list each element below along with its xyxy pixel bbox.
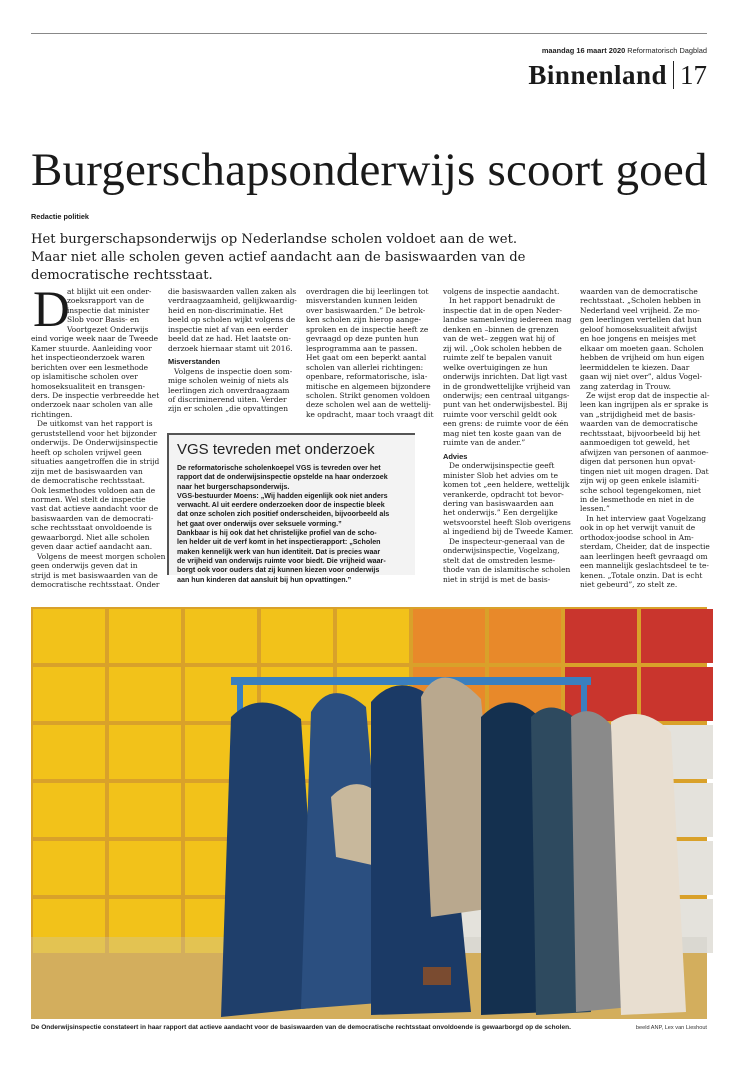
sidebar-line: Dankbaar is hij ook dat het christelijke profiel van de scho-: [177, 529, 377, 538]
locker-door: [641, 667, 713, 721]
body-line: In het rapport benadrukt de: [449, 296, 556, 306]
sidebar-line: De reformatorische scholenkoepel VGS is tevreden over het: [177, 464, 381, 472]
body-line: heid en non-discriminatie. Het: [168, 305, 283, 315]
body-line: Het gaat om een beperkt aantal: [306, 353, 427, 363]
issue-date: maandag 16 maart 2020: [541, 46, 626, 55]
body-line: niet gebeurd”, zo stelt ze.: [580, 580, 678, 590]
locker-door: [109, 725, 181, 779]
locker-door: [261, 609, 333, 663]
body-line: rechtsstaat, bijvoorbeeld bij het: [580, 428, 701, 438]
body-line: orthodox-joodse school in Am-: [580, 532, 694, 542]
body-line: scholen. Strikt genomen voldoen: [306, 390, 430, 400]
body-line: zang zaterdag in Trouw.: [580, 381, 672, 391]
body-line: geen onderwijs geven dat in: [31, 561, 138, 571]
body-column-5: [580, 287, 710, 590]
body-line: Nederland veel vrijheid. Ze mo-: [580, 305, 700, 315]
body-line: zijn wij op geen enkele islamiti-: [580, 476, 700, 486]
body-line: Ze wijst erop dat de inspectie al-: [586, 390, 710, 400]
body-line: overdragen die bij leerlingen tot: [306, 287, 429, 296]
locker-door: [109, 783, 181, 837]
body-line: ruimte van de ander.”: [443, 438, 526, 448]
sidebar-line: de vrijheid van onderwijs ruimte voor biedt. Die vrijheid waar-: [177, 556, 386, 565]
body-line: zij wil. „Ook scholen hebben de: [443, 343, 562, 353]
sidebar-line: VGS-bestuurder Moens: „Wij hadden eigenlijk ook niet anders: [177, 491, 388, 500]
body-line: Volgens de inspectie doen som-: [174, 366, 293, 376]
sidebar-line: borgt ook voor ouders dat zij kunnen kiezen voor onderwijs: [177, 566, 380, 575]
body-column-4: [443, 287, 574, 584]
body-line: Voortgezet Onderwijs: [67, 324, 149, 334]
body-line: inspectie dat in de open Neder-: [443, 305, 562, 315]
body-line: al ingediend bij de Tweede Kamer.: [443, 527, 574, 537]
body-line: ruimte zelf te bepalen vanuit: [443, 353, 552, 363]
locker-door: [109, 841, 181, 895]
body-line: De inspecteur-generaal van de: [449, 536, 565, 546]
body-line: hebben de vrijheid om hun eigen: [580, 353, 705, 363]
body-line: minister Slob het advies om te: [443, 470, 558, 480]
body-line: geruststellend voor het bijzonder: [31, 428, 157, 438]
locker-door: [33, 841, 105, 895]
sidebar-line: dat onze scholen zich positief onderscheiden, bijvoorbeeld als: [177, 510, 390, 519]
body-line: waarden van de democratische: [580, 419, 698, 429]
body-line: punt van het onderwijsbestel. Bij: [443, 400, 568, 410]
body-line: stelt dat de omstreden lesme-: [443, 555, 556, 565]
body-line: onderwijs inrichten. Dat ligt vast: [443, 372, 568, 382]
body-line: misverstanden kunnen leiden: [306, 296, 418, 306]
body-line: elkaar om moeten gaan. Scholen: [580, 343, 704, 353]
body-line: situaties aangetroffen die in strijd: [31, 457, 160, 467]
body-line: landse samenleving iedereen mag: [443, 315, 572, 325]
body-line: leen kan ingrijpen als er sprake is: [580, 400, 709, 410]
body-line: berichten over een lesmethode: [31, 362, 149, 372]
body-line: welke overtuigingen ze hun: [443, 362, 548, 372]
body-line: leermiddelen te kiezen. Daar: [580, 362, 690, 372]
body-line: normen. Wel stelt de inspectie: [31, 494, 146, 504]
body-line: sterdam, Cheider, dat de inspectie: [580, 542, 710, 552]
body-line: tingen niet uit mogen dragen. Dat: [580, 466, 709, 476]
subheading: Misverstanden: [168, 357, 221, 367]
body-line: beeld dat ze had. Het laatste on-: [168, 334, 291, 344]
body-line: Kamer stuurde. Aanleiding voor: [31, 343, 152, 353]
body-line: van „strijdigheid met de basis-: [580, 409, 696, 419]
body-line: scholen van allerlei richtingen:: [306, 362, 424, 372]
body-line: derzoek hiernaar stamt uit 2016.: [168, 343, 293, 353]
sidebar-line: aan hun kinderen dat aansluit bij hun opvattingen.”: [177, 575, 352, 584]
locker-door: [337, 609, 409, 663]
body-line: vast dat actieve aandacht voor de: [31, 504, 159, 514]
section-name: Binnenland: [528, 59, 667, 90]
body-line: zoeksrapport van de: [67, 296, 144, 306]
sidebar-line: len helder uit de verf komt in het inspectierapport: „Scholen: [177, 538, 381, 547]
top-rule: [31, 33, 707, 34]
body-line: of discriminerend uiten. Verder: [168, 394, 287, 404]
page-number: 17: [680, 59, 707, 90]
body-line: digen dat personen hun opvat-: [580, 457, 696, 467]
body-line: heeft op scholen vrijwel geen: [31, 447, 142, 457]
body-line: over basiswaarden.” De betrok-: [306, 305, 426, 315]
body-line: volgens de inspectie aandacht.: [443, 287, 560, 296]
sidebar-line: naar het burgerschapsonderwijs.: [177, 482, 290, 491]
body-line: lesprogramma aan te passen.: [306, 343, 418, 353]
body-line: rechtsstaat. „Scholen hebben in: [580, 296, 701, 306]
body-line: ders. De inspectie verbreedde het: [31, 390, 160, 400]
body-line: in de lesmethode en niet in de: [580, 494, 695, 504]
body-line: aan leerlingen heeft gevraagd om: [580, 551, 708, 561]
locker-door: [489, 609, 561, 663]
body-line: ken scholen zijn hierop aange-: [306, 315, 422, 325]
body-line: zijn er scholen „die opvattingen: [168, 404, 288, 414]
body-line: komen tot „een heldere, wettelijk: [443, 480, 570, 490]
sidebar-line: rapport dat de onderwijsinspectie opstelde na haar onderzoek: [177, 473, 388, 482]
sidebar-text: [177, 464, 415, 585]
body-line: Volgens de meest morgen scholen: [37, 551, 166, 561]
body-line: onderwijs; een centraal uitgangs-: [443, 390, 570, 400]
body-line: onderwijsinspectie, Vogelzang,: [443, 546, 560, 556]
paper-name: Reformatorisch Dagblad: [627, 46, 707, 55]
locker-door: [33, 725, 105, 779]
locker-door: [33, 609, 105, 663]
body-line: gewaarborgd. Niet alle scholen: [31, 532, 150, 542]
section-divider: [673, 61, 674, 89]
section-header: [528, 60, 707, 90]
body-line: mag niet ten koste gaan van de: [443, 428, 562, 438]
body-line: richtingen.: [31, 409, 73, 419]
body-line: strijd is met basiswaarden van de: [31, 570, 158, 580]
sidebar-box: [167, 433, 415, 584]
body-line: democratische rechtsstaat. Onder: [31, 580, 160, 590]
body-line: waarden van de democratische: [580, 287, 698, 296]
body-line: verdraagzaamheid, gelijkwaardig-: [168, 296, 297, 306]
body-line: sche school tegengekomen, niet: [580, 485, 702, 495]
article-title: Burgerschapsonderwijs scoort goed: [31, 144, 708, 196]
coat-rack-photo: [31, 607, 707, 1019]
locker-door: [413, 609, 485, 663]
sidebar-title: VGS tevreden met onderzoek: [177, 441, 375, 458]
article-photo: [31, 607, 707, 1019]
drop-cap: D: [33, 282, 70, 338]
body-line: op islamitische scholen over: [31, 372, 138, 382]
body-line: zijn met de basiswaarden van: [31, 466, 143, 476]
body-column-1: [31, 282, 166, 590]
body-line: De uitkomst van het rapport is: [37, 419, 153, 429]
body-line: verankerde, opdracht tot bevor-: [443, 489, 564, 499]
body-line: sproken en de inspectie heeft ze: [306, 324, 429, 334]
article-lead: Het burgerschapsonderwijs op Nederlandse scholen voldoet aan de wet. Maar niet alle scholen geven actief aandacht aan de basiswaarden van de democratische rechtsstaat.: [31, 232, 526, 283]
body-line: de democratische rechtsstaat.: [31, 476, 146, 486]
body-line: wetsvoorstel heeft Slob overigens: [443, 517, 571, 527]
locker-door: [109, 609, 181, 663]
subheading: Advies: [443, 451, 468, 461]
body-line: aanmoedigen tot geweld, het: [580, 438, 690, 448]
body-line: het inspectieonderzoek waren: [31, 353, 145, 363]
body-line: onderzoek naar scholen van alle: [31, 400, 153, 410]
body-line: en hoe jongens en meisjes met: [580, 334, 696, 344]
body-line: die basiswaarden vallen zaken als: [168, 287, 297, 296]
body-line: deze scholen wel aan de wettelij-: [306, 400, 431, 410]
body-line: een grens: de ruimte voor de één: [443, 419, 569, 429]
body-line: eind vorige week naar de Tweede: [31, 334, 159, 344]
body-line: onderwijs. De Onderwijsinspectie: [31, 438, 158, 448]
body-line: openbare, reformatorische, isla-: [306, 372, 428, 382]
body-line: ke opdracht, maar toch vraagt dit: [306, 409, 434, 419]
body-line: sche rechtsstaat onvoldoende is: [31, 523, 152, 533]
body-line: denken en –binnen de grenzen: [443, 324, 559, 334]
sidebar-line: maken kennelijk werk van hun identiteit. Dat is precies waar: [177, 547, 381, 556]
locker-door: [33, 783, 105, 837]
body-line: homoseksualiteit en transgen-: [31, 381, 146, 391]
body-line: ruimte voor verschil geldt ook: [443, 409, 557, 419]
body-line: niet in strijd is met de basis-: [443, 574, 551, 584]
body-column-2: [168, 287, 295, 414]
locker-door: [565, 609, 637, 663]
body-line: in de grondwettelijke vrijheid van: [443, 381, 571, 391]
sidebar-line: verwacht. Al uit eerdere onderzoeken door de inspectie bleek: [177, 501, 385, 510]
body-line: van de wet– zeggen wat hij of: [443, 334, 555, 344]
body-line: leerlingen zich onverdraagzaam: [168, 385, 290, 395]
locker-door: [33, 667, 105, 721]
body-line: De onderwijsinspectie geeft: [449, 461, 555, 471]
body-line: inspectie niet af van een eerder: [168, 324, 288, 334]
body-column-3: [306, 287, 434, 419]
body-line: beeld op scholen wijkt volgens de: [168, 315, 296, 325]
byline: Redactie politiek: [31, 212, 89, 221]
body-line: In het interview gaat Vogelzang: [586, 513, 707, 523]
locker-door: [185, 609, 257, 663]
dateline: [542, 46, 707, 55]
body-line: ook in op het verwijt vanuit de: [580, 523, 696, 533]
body-line: at blijkt uit een onder-: [67, 287, 152, 296]
photo-credit: beeld ANP, Lex van Lieshout: [635, 1025, 707, 1031]
body-line: afwijzen van personen of aanmoe-: [580, 447, 709, 457]
photo-caption: De Onderwijsinspectie constateert in haar rapport dat actieve aandacht voor de basiswaarden van de democratische rechtsstaat onvoldoende is gewaarborgd op de scholen.: [31, 1024, 571, 1031]
body-line: basiswaarden van de democrati-: [31, 513, 154, 523]
body-line: gevraagd op deze punten hun: [306, 334, 419, 344]
body-line: een mannelijk geslachtsdeel te te-: [580, 561, 709, 571]
body-line: lessen.”: [580, 504, 610, 514]
body-line: dering van basiswaarden aan: [443, 498, 554, 508]
locker-door: [565, 667, 637, 721]
body-line: gen leerlingen vertellen dat hun: [580, 315, 702, 325]
body-line: het onderwijs.” Een dergelijke: [443, 508, 558, 518]
locker-door: [109, 667, 181, 721]
locker-door: [641, 609, 713, 663]
body-line: thode van de islamitische scholen: [443, 565, 571, 575]
body-line: gaan wij niet over”, aldus Vogel-: [580, 372, 703, 382]
body-line: geven daar actief aandacht aan.: [31, 542, 153, 552]
body-line: mitische en algemeen bijzondere: [306, 381, 431, 391]
body-line: Ook lesmethodes voldoen aan de: [31, 485, 156, 495]
body-line: inspectie dat minister: [67, 305, 150, 315]
body-line: mige scholen weinig of niets als: [168, 376, 289, 386]
body-line: Slob voor Basis- en: [67, 315, 140, 325]
body-line: geloof homoseksualiteit afwijst: [580, 324, 698, 334]
sidebar-line: het gaat over onderwijs over seksuele vorming.”: [177, 519, 342, 528]
body-line: kenen. „Totale onzin. Dat is echt: [580, 570, 703, 580]
